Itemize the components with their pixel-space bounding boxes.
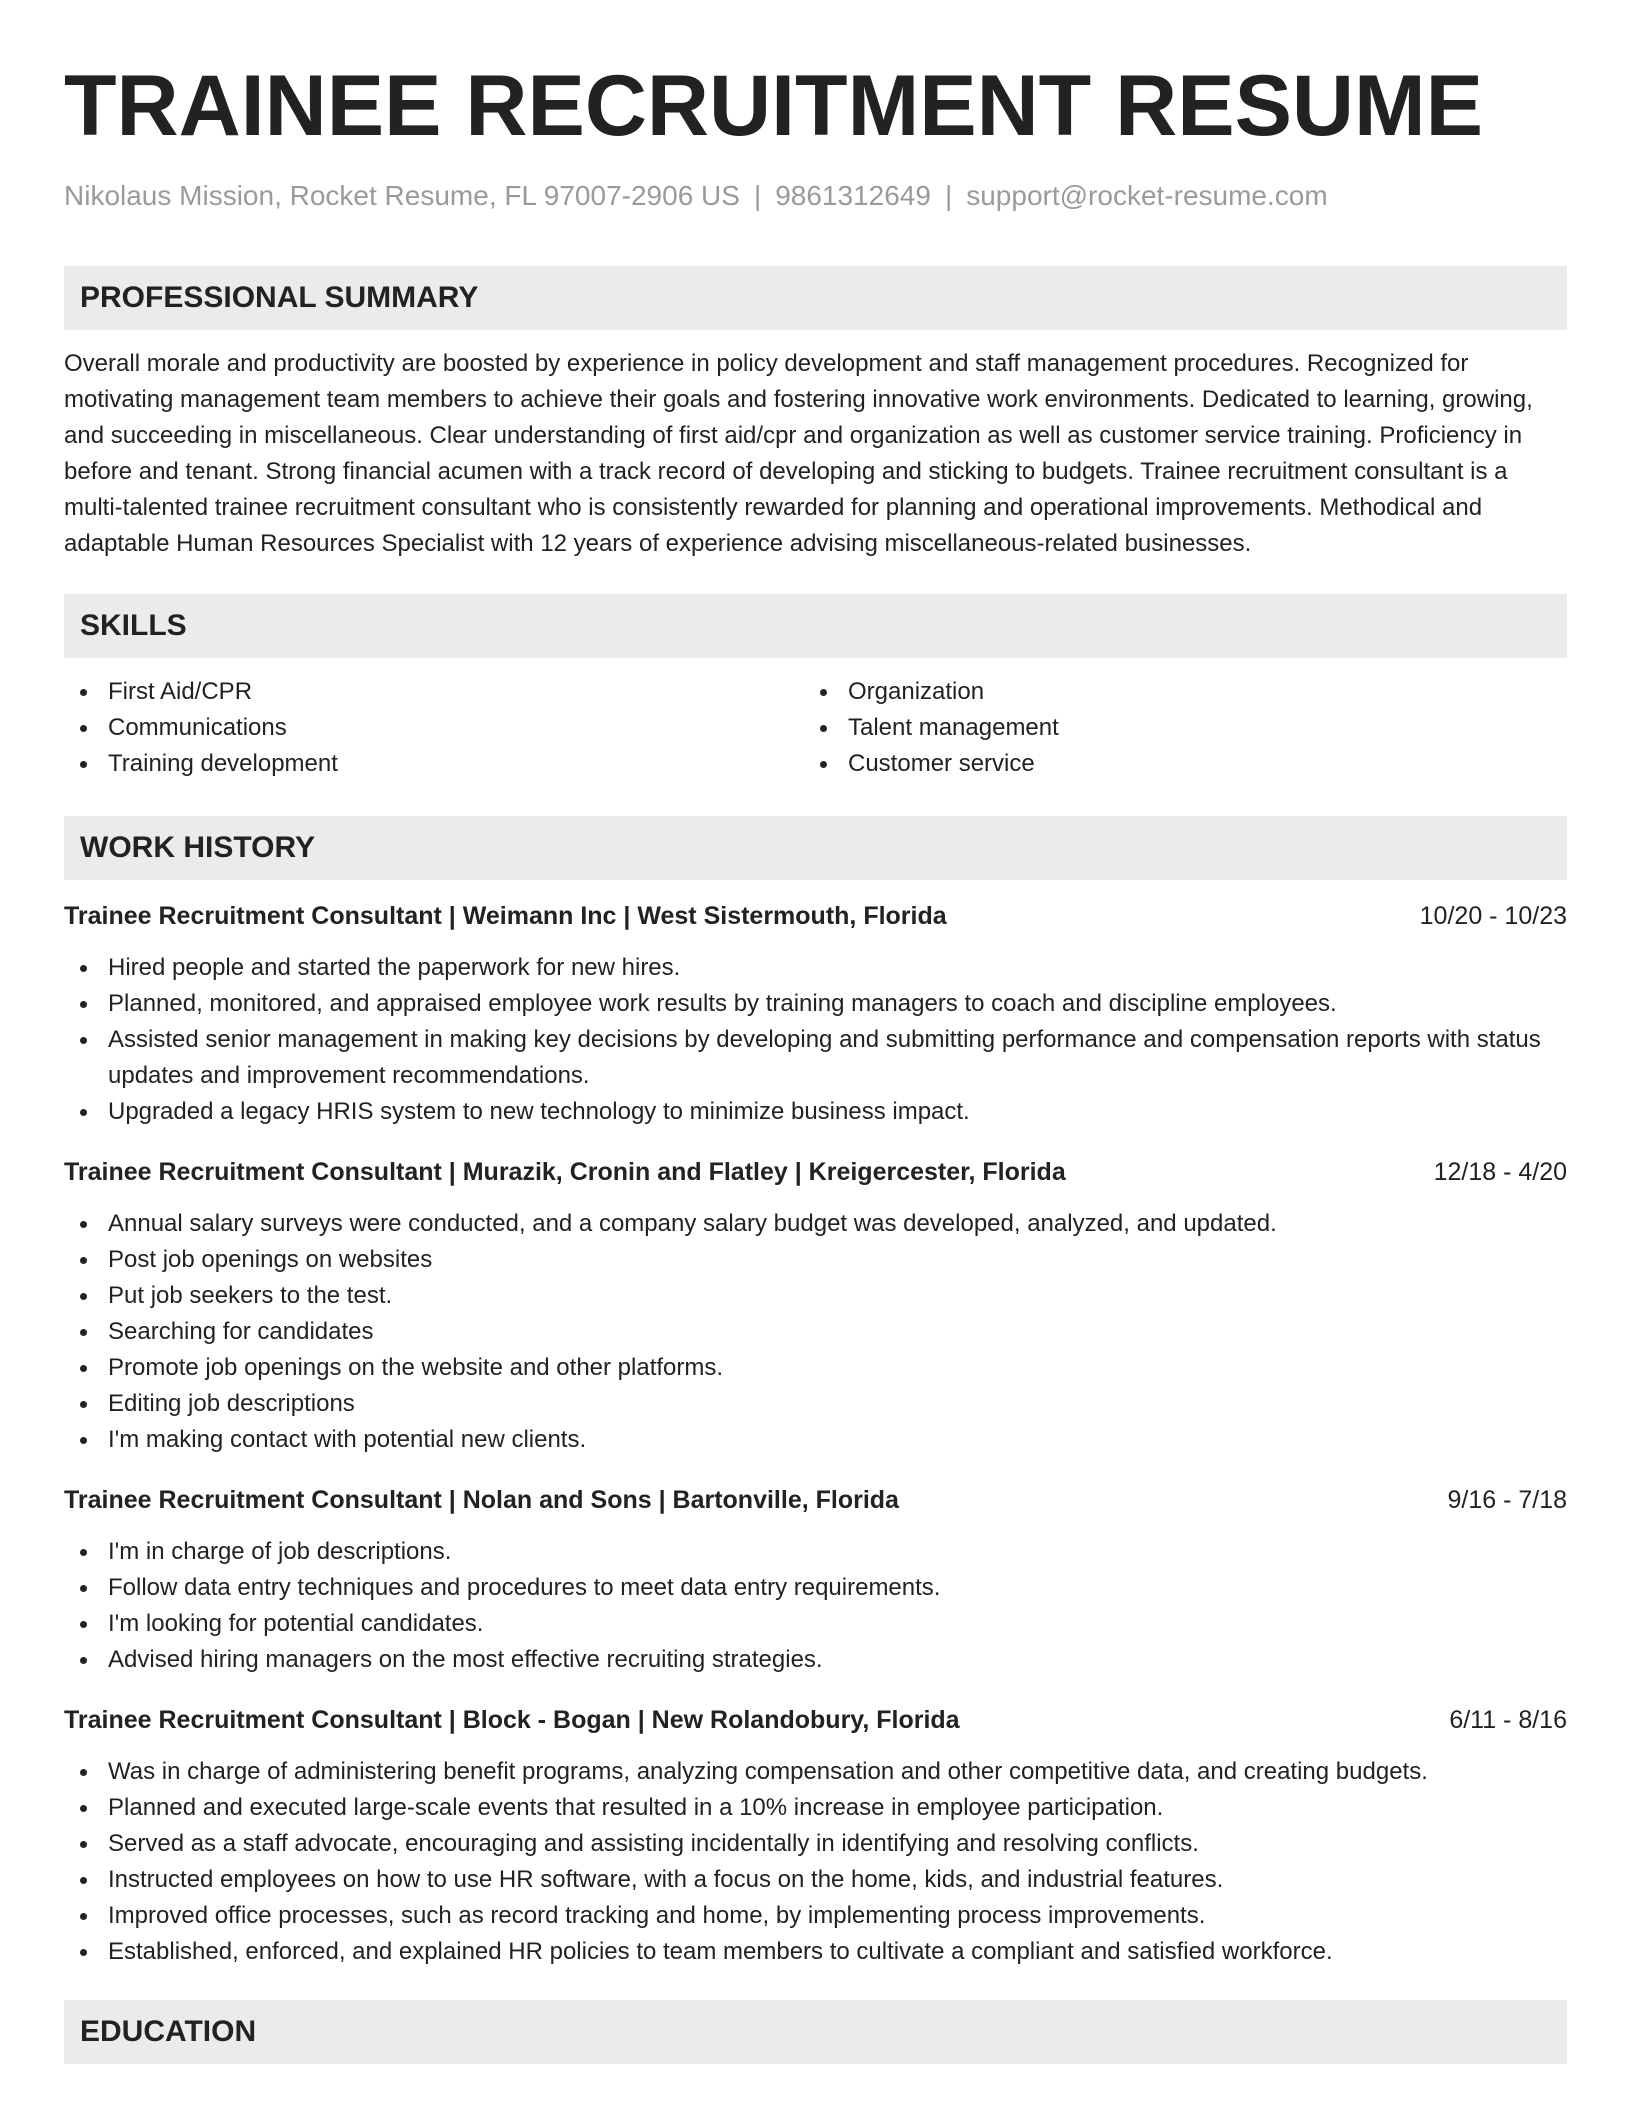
job-bullet: Established, enforced, and explained HR policies to team members to cultivate a compliant and satisfied workforce. [64,1934,1567,1970]
job-bullet: Follow data entry techniques and procedures to meet data entry requirements. [64,1570,1567,1606]
job-bullet: Planned, monitored, and appraised employee work results by training managers to coach and discipline employees. [64,986,1567,1022]
job-header [64,1702,1567,1738]
job-bullet: Put job seekers to the test. [64,1278,1567,1314]
job-header [64,898,1567,934]
job-title: Trainee Recruitment Consultant | Nolan and Sons | Bartonville, Florida [64,1486,899,1514]
job-bullet: Post job openings on websites [64,1242,1567,1278]
contact-separator: | [944,180,953,211]
job-bullet: I'm looking for potential candidates. [64,1606,1567,1642]
job-bullet: Hired people and started the paperwork for new hires. [64,950,1567,986]
job-title: Trainee Recruitment Consultant | Block - Bogan | New Rolandobury, Florida [64,1706,960,1734]
job-dates: 10/20 - 10/23 [1419,902,1567,930]
job-title: Trainee Recruitment Consultant | Weimann Inc | West Sistermouth, Florida [64,902,947,930]
job-entry [64,1482,1567,1678]
job-entry [64,1702,1567,1970]
skills-list [64,674,1567,782]
section-header-skills: SKILLS [64,594,1567,658]
contact-address: Nikolaus Mission, Rocket Resume, FL 97007-2906 US [64,180,740,211]
contact-phone: 9861312649 [775,180,931,211]
job-bullet: Served as a staff advocate, encouraging and assisting incidentally in identifying and resolving conflicts. [64,1826,1567,1862]
job-bullets [64,1206,1567,1458]
job-bullet: Assisted senior management in making key decisions by developing and submitting performance and compensation reports with status updates and improvement recommendations. [64,1022,1567,1094]
section-header-education: EDUCATION [64,2000,1567,2064]
skill-item: Organization [804,674,1567,710]
job-header [64,1154,1567,1190]
job-bullet: I'm making contact with potential new clients. [64,1422,1567,1458]
job-entry [64,898,1567,1130]
job-header [64,1482,1567,1518]
job-entry [64,1154,1567,1458]
contact-email: support@rocket-resume.com [966,180,1328,211]
resume-title: TRAINEE RECRUITMENT RESUME [64,58,1484,154]
skills-column-left [64,674,804,782]
skill-item: Customer service [804,746,1567,782]
job-title: Trainee Recruitment Consultant | Murazik, Cronin and Flatley | Kreigercester, Florida [64,1158,1066,1186]
job-bullet: Annual salary surveys were conducted, and a company salary budget was developed, analyzed, and updated. [64,1206,1567,1242]
job-bullet: Promote job openings on the website and other platforms. [64,1350,1567,1386]
contact-line [64,178,1567,214]
job-bullets [64,1754,1567,1970]
job-bullet: Planned and executed large-scale events that resulted in a 10% increase in employee participation. [64,1790,1567,1826]
job-dates: 9/16 - 7/18 [1447,1486,1567,1514]
skills-column-right [804,674,1567,782]
job-bullet: Editing job descriptions [64,1386,1567,1422]
job-bullets [64,1534,1567,1678]
section-header-professional-summary: PROFESSIONAL SUMMARY [64,266,1567,330]
contact-separator: | [753,180,762,211]
job-bullet: I'm in charge of job descriptions. [64,1534,1567,1570]
skill-item: Talent management [804,710,1567,746]
summary-paragraph: Overall morale and productivity are boosted by experience in policy development and staff management procedures. Recognized for motivating management team members to achieve their goals and fostering innovative work environments. Dedicated to learning, growing, and succeeding in miscellaneous. Clear understanding of first aid/cpr and organization as well as customer service training. Proficiency in before and tenant. Strong financial acumen with a track record of developing and sticking to budgets. Trainee recruitment consultant is a multi-talented trainee recruitment consultant who is consistently rewarded for planning and operational improvements. Methodical and adaptable Human Resources Specialist with 12 years of experience advising miscellaneous-related businesses. [64,350,1533,557]
section-header-work-history: WORK HISTORY [64,816,1567,880]
job-bullet: Was in charge of administering benefit programs, analyzing compensation and other competitive data, and creating budgets. [64,1754,1567,1790]
job-bullet: Searching for candidates [64,1314,1567,1350]
job-bullet: Upgraded a legacy HRIS system to new technology to minimize business impact. [64,1094,1567,1130]
job-bullet: Advised hiring managers on the most effective recruiting strategies. [64,1642,1567,1678]
job-bullet: Improved office processes, such as record tracking and home, by implementing process improvements. [64,1898,1567,1934]
job-bullets [64,950,1567,1130]
skill-item: First Aid/CPR [64,674,804,710]
job-dates: 6/11 - 8/16 [1449,1706,1567,1734]
job-bullet: Instructed employees on how to use HR software, with a focus on the home, kids, and industrial features. [64,1862,1567,1898]
job-dates: 12/18 - 4/20 [1433,1158,1567,1186]
skill-item: Training development [64,746,804,782]
skill-item: Communications [64,710,804,746]
